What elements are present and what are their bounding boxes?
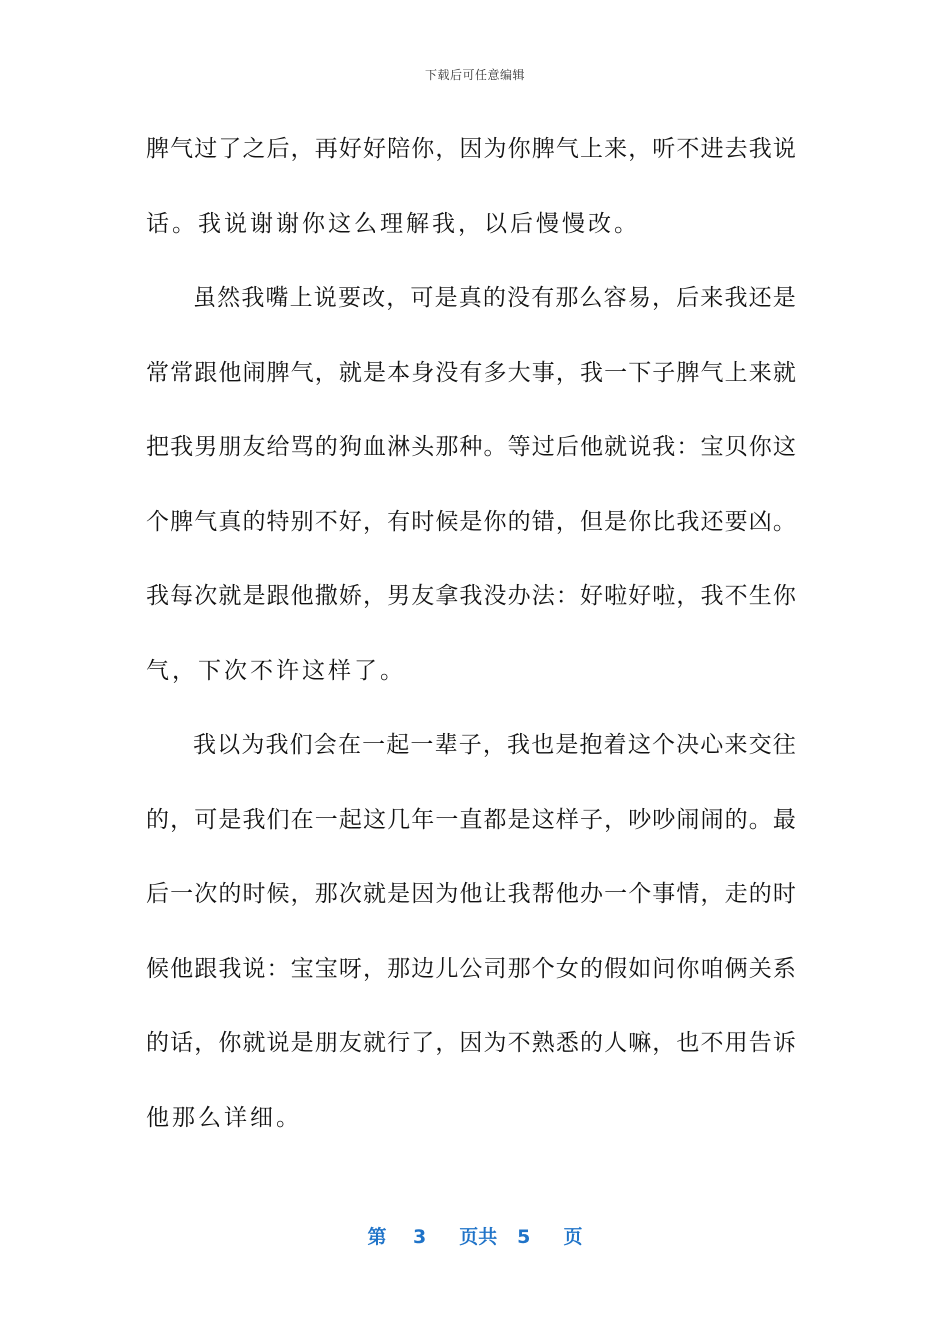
text-line: 候 他 跟 我 说 ： 宝 宝 呀 ， 那 边 儿 公 司 那 个 女 的 假 如 问 你 咱 俩 关 系 <box>146 955 796 982</box>
footer-current-page: 3 <box>412 1226 427 1248</box>
text-line: 我 每 次 就 是 跟 他 撒 娇 ， 男 友 拿 我 没 办 法 ： 好 啦 好 啦 ， 我 不 生 你 <box>146 583 796 610</box>
text-line: 虽 然 我 嘴 上 说 要 改 ， 可 是 真 的 没 有 那 么 容 易 ， 后 来 我 还 是 <box>193 285 796 312</box>
text-line: 我 以 为 我 们 会 在 一 起 一 辈 子 ， 我 也 是 抱 着 这 个 决 心 来 交 往 <box>193 732 796 759</box>
footer-total-pages: 5 <box>517 1226 531 1248</box>
text-line: 气，下次不许这样了。 <box>146 657 406 684</box>
page-footer <box>0 1222 950 1249</box>
footer-label-end: 页 <box>563 1226 583 1248</box>
text-line: 个 脾 气 真 的 特 别 不 好 ， 有 时 候 是 你 的 错 ， 但 是 你 比 我 还 要 凶 。 <box>146 508 796 535</box>
footer-label-page: 第 <box>367 1226 387 1248</box>
text-line: 话。我说谢谢你这么理解我，以后慢慢改。 <box>146 210 640 237</box>
text-line: 的 话 ， 你 就 说 是 朋 友 就 行 了 ， 因 为 不 熟 悉 的 人 嘛 ， 也 不 用 告 诉 <box>146 1030 796 1057</box>
text-line: 的 ， 可 是 我 们 在 一 起 这 几 年 一 直 都 是 这 样 子 ， 吵 吵 闹 闹 的 。 最 <box>146 806 796 833</box>
body-text <box>146 112 796 1155</box>
text-line: 把 我 男 朋 友 给 骂 的 狗 血 淋 头 那 种 。 等 过 后 他 就 说 我 ： 宝 贝 你 这 <box>146 434 796 461</box>
footer-label-of: 页共 <box>459 1226 498 1248</box>
text-line: 他那么详细。 <box>146 1104 302 1131</box>
text-line: 后 一 次 的 时 候 ， 那 次 就 是 因 为 他 让 我 帮 他 办 一 个 事 情 ， 走 的 时 <box>146 881 796 908</box>
text-line: 常 常 跟 他 闹 脾 气 ， 就 是 本 身 没 有 多 大 事 ， 我 一 下 子 脾 气 上 来 就 <box>146 359 796 386</box>
header-note: 下载后可任意编辑 <box>424 68 525 82</box>
text-line: 脾 气 过 了 之 后 ， 再 好 好 陪 你 ， 因 为 你 脾 气 上 来 ， 听 不 进 去 我 说 <box>146 136 796 163</box>
